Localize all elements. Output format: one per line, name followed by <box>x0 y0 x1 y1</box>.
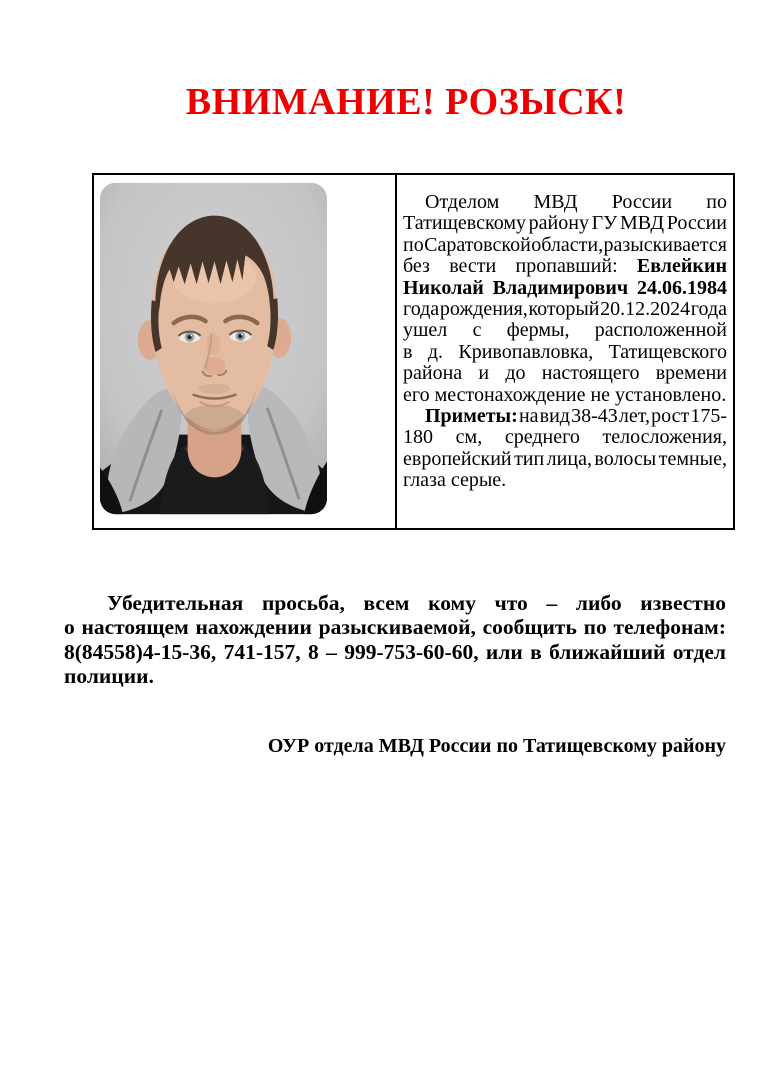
text-line: его местонахождение не установлено. <box>403 383 727 406</box>
text-line: Татищевскому району ГУ МВД России <box>403 212 727 235</box>
text-line: глаза серые. <box>403 469 507 492</box>
text-line: 8(84558)4-15-36, 741-157, 8 – 999-753-60-60, или в ближайший отдел <box>64 639 726 664</box>
text-line: о настоящем нахождении разыскиваемой, сообщить по телефонам: <box>64 615 726 640</box>
appeal-paragraph <box>64 591 726 689</box>
text-line: Николай Владимирович 24.06.1984 <box>403 276 727 299</box>
text-line: Приметы: на вид 38-43 лет, рост 175- <box>425 405 727 428</box>
text-line: по Саратовской области, разыскивается <box>403 233 727 256</box>
photo-cell <box>94 175 397 528</box>
text-line: полиции. <box>64 664 154 689</box>
page-title: ВНИМАНИЕ! РОЗЫСК! <box>185 81 627 123</box>
missing-person-photo <box>100 182 327 515</box>
text-line: без вести пропавший: Евлейкин <box>403 255 727 278</box>
text-line: в д. Кривопавловка, Татищевского <box>403 340 727 363</box>
signature-line: ОУР отдела МВД России по Татищевскому району <box>267 735 726 757</box>
text-line: 180 см, среднего телосложения, <box>403 426 727 449</box>
text-line: Убедительная просьба, всем кому что – либо известно <box>107 591 726 615</box>
text-line: района и до настоящего времени <box>403 362 727 385</box>
text-line: европейский тип лица, волосы темные, <box>403 447 727 470</box>
text-line: Отделом МВД России по <box>425 191 727 213</box>
description-cell <box>397 175 733 528</box>
text-line: года рождения, который 20.12.2024 года <box>403 298 727 321</box>
info-table <box>92 173 735 530</box>
text-line: ушел с фермы, расположенной <box>403 319 727 342</box>
